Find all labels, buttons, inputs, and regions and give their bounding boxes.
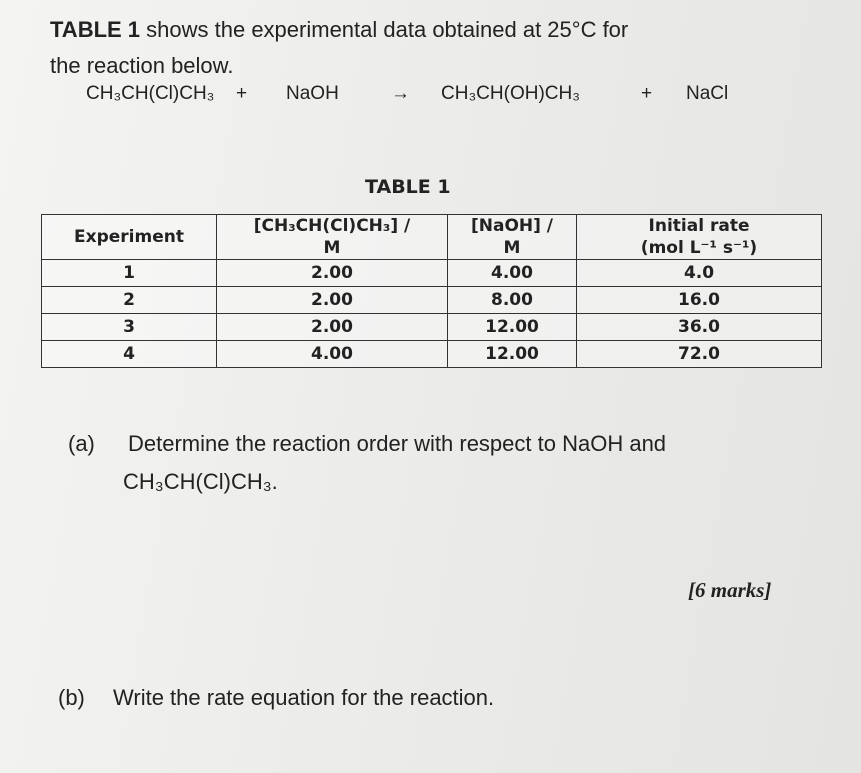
- intro-table-ref: TABLE 1: [50, 17, 141, 42]
- cell-experiment: 3: [42, 314, 217, 341]
- cell-conc-naoh: 8.00: [448, 287, 577, 314]
- reaction-equation: [86, 83, 766, 113]
- cell-conc-chloride: 2.00: [217, 260, 448, 287]
- cell-rate: 4.0: [577, 260, 822, 287]
- question-a: [68, 425, 788, 501]
- data-table: [41, 214, 822, 368]
- plus-sign-1: +: [236, 83, 248, 104]
- reaction-arrow: →: [391, 83, 410, 104]
- cell-experiment: 2: [42, 287, 217, 314]
- question-b: [58, 685, 494, 711]
- product-2: NaCl: [686, 83, 729, 104]
- plus-sign-2: +: [641, 83, 653, 104]
- question-a-line2: CH₃CH(Cl)CH₃.: [123, 469, 278, 494]
- table-row: [42, 287, 822, 314]
- table-title: TABLE 1: [365, 176, 451, 198]
- cell-conc-naoh: 12.00: [448, 341, 577, 368]
- marks-label: [6 marks]: [688, 578, 772, 602]
- table-row: [42, 260, 822, 287]
- cell-experiment: 4: [42, 341, 217, 368]
- product-1: CH₃CH(OH)CH₃: [441, 83, 580, 104]
- question-b-label: (b): [58, 685, 85, 710]
- reactant-2: NaOH: [286, 83, 339, 104]
- question-b-text: Write the rate equation for the reaction.: [113, 685, 495, 710]
- header-conc-chloride: [CH₃CH(Cl)CH₃] / M: [217, 215, 448, 260]
- cell-conc-chloride: 2.00: [217, 314, 448, 341]
- table-header-row: [42, 215, 822, 260]
- cell-rate: 16.0: [577, 287, 822, 314]
- cell-conc-chloride: 2.00: [217, 287, 448, 314]
- question-a-line1: Determine the reaction order with respect to NaOH and: [128, 431, 667, 456]
- intro-line1: shows the experimental data obtained at 25°C for: [140, 17, 629, 42]
- header-initial-rate: Initial rate (mol L⁻¹ s⁻¹): [577, 215, 822, 260]
- cell-rate: 72.0: [577, 341, 822, 368]
- intro-paragraph: [50, 12, 770, 84]
- cell-conc-naoh: 12.00: [448, 314, 577, 341]
- cell-rate: 36.0: [577, 314, 822, 341]
- cell-conc-naoh: 4.00: [448, 260, 577, 287]
- header-conc-naoh: [NaOH] / M: [448, 215, 577, 260]
- table-row: [42, 314, 822, 341]
- intro-line2: the reaction below.: [50, 53, 234, 78]
- table-row: [42, 341, 822, 368]
- question-a-label: (a): [68, 431, 95, 456]
- cell-experiment: 1: [42, 260, 217, 287]
- cell-conc-chloride: 4.00: [217, 341, 448, 368]
- reactant-1: CH₃CH(Cl)CH₃: [86, 83, 215, 104]
- header-experiment: Experiment: [42, 215, 217, 260]
